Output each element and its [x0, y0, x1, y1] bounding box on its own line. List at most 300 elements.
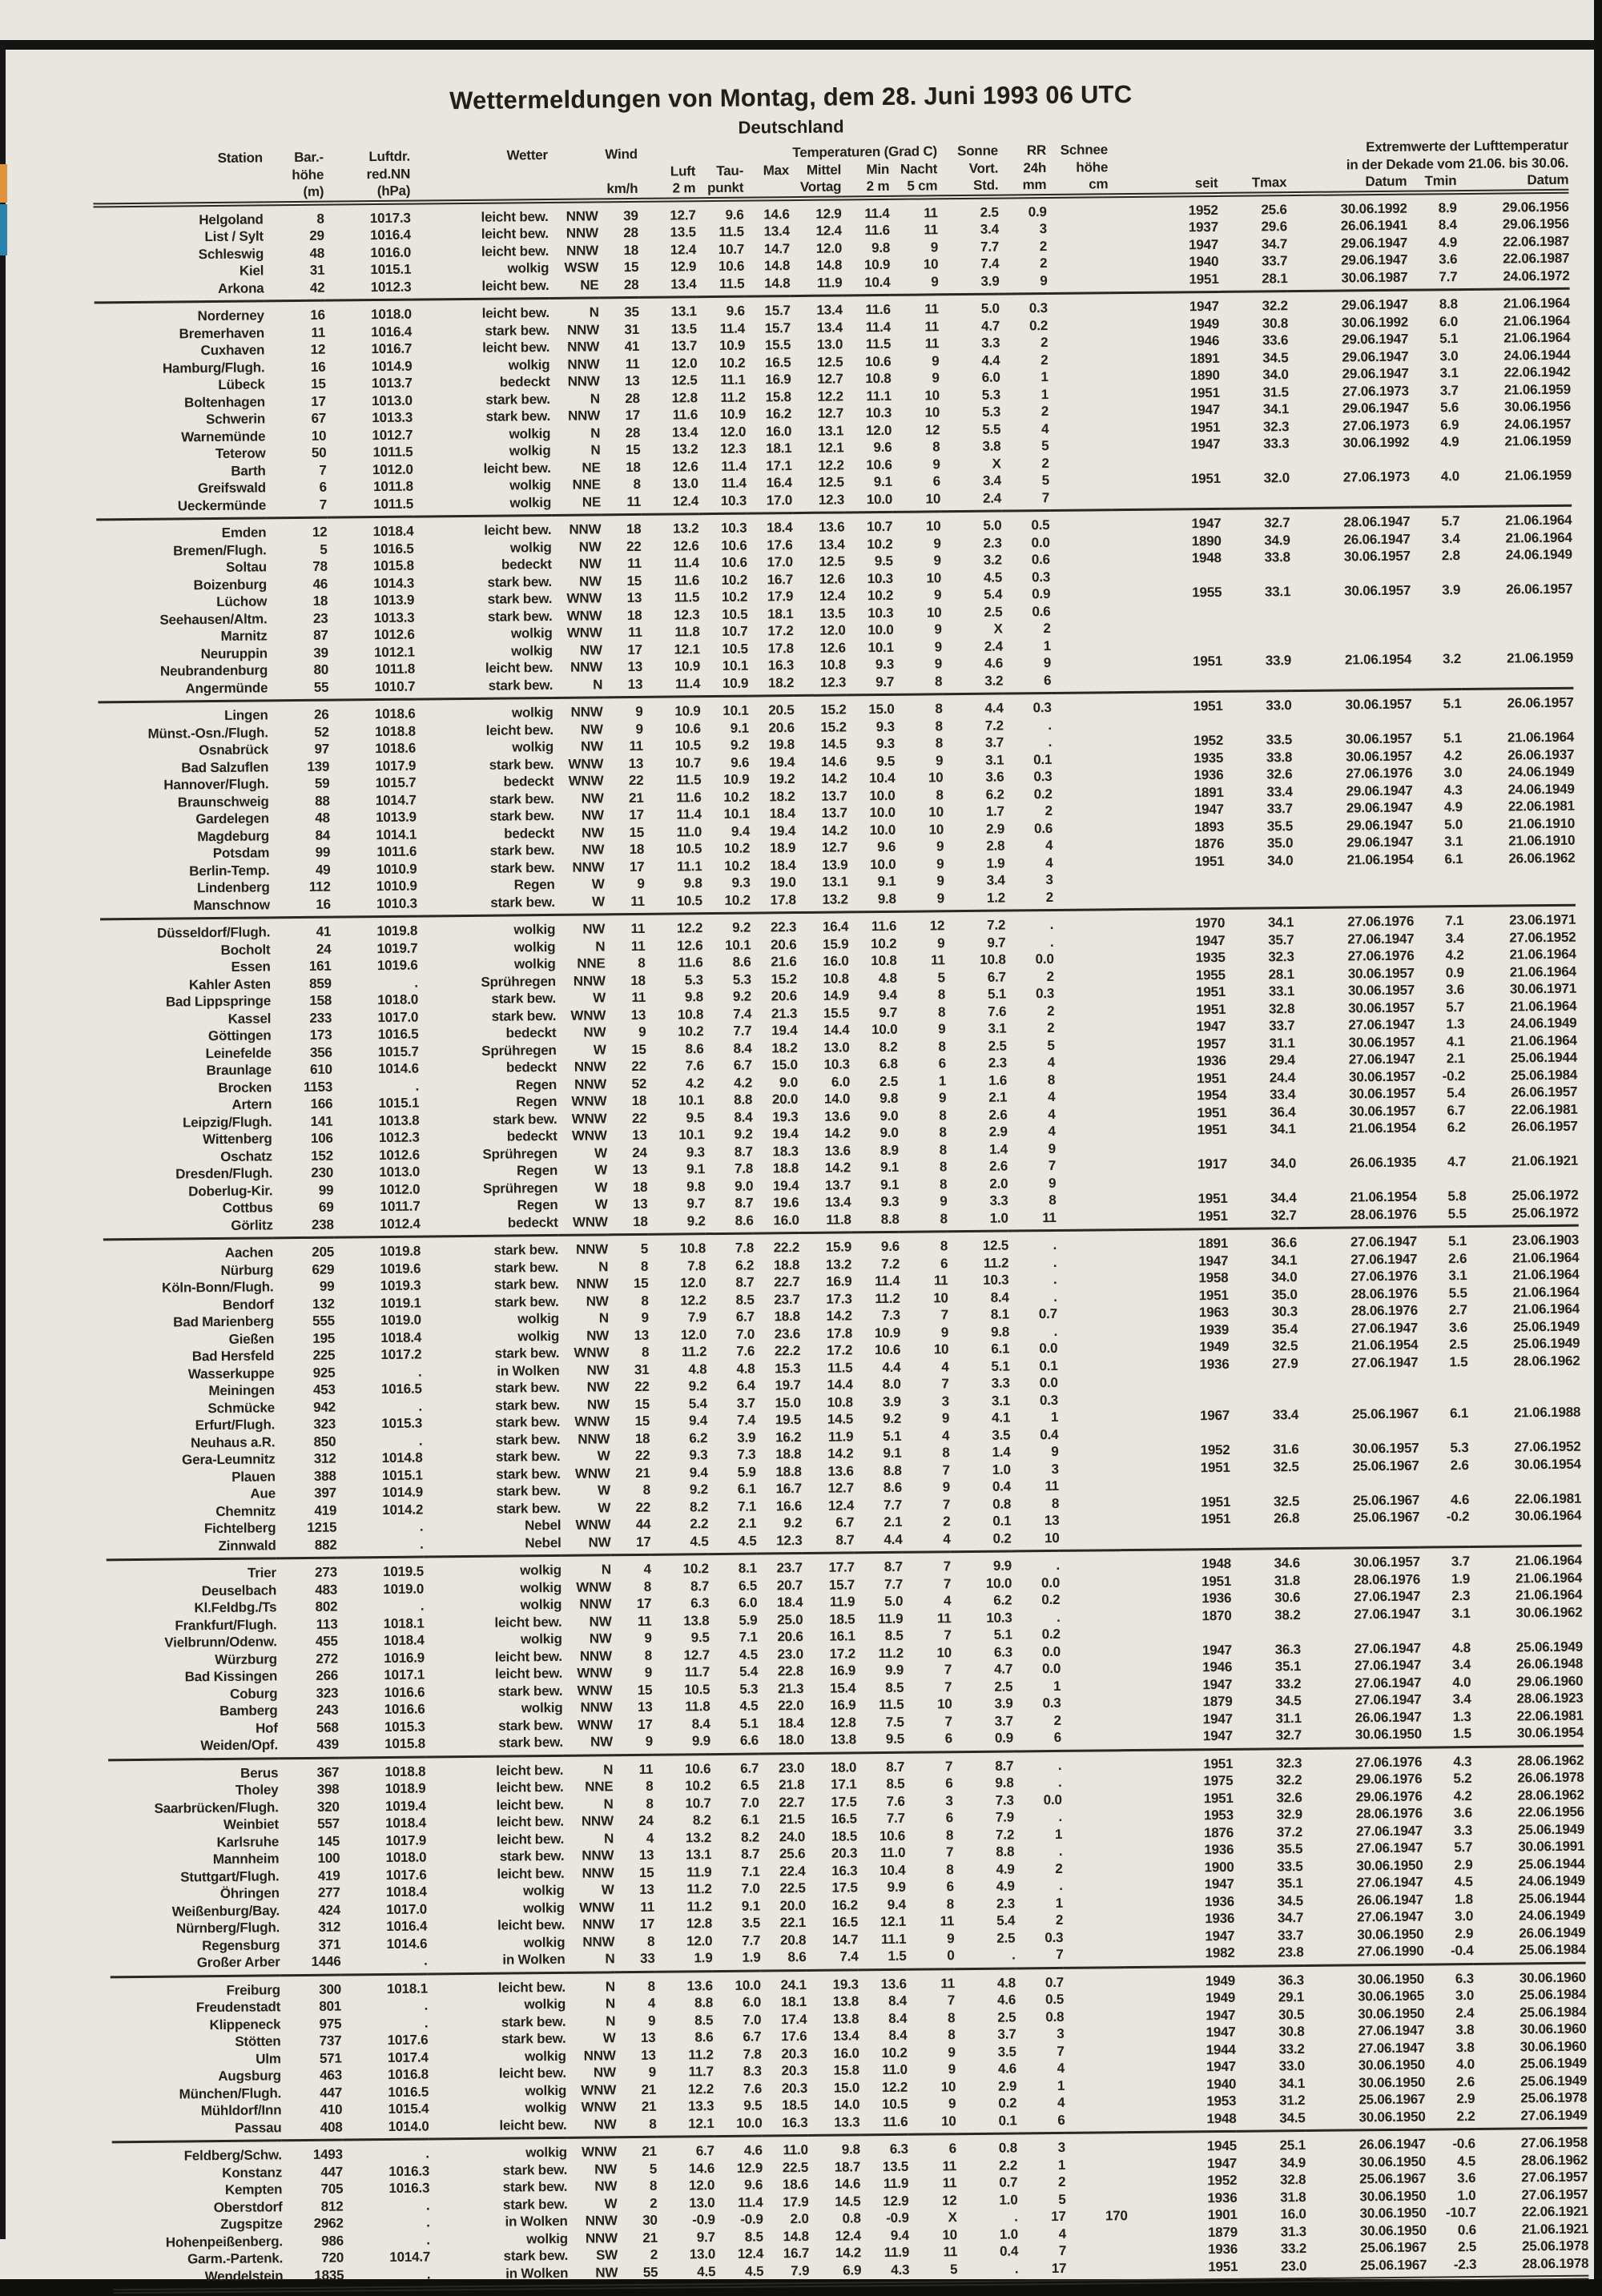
cell-dewpoint: 6.4 [736, 1377, 755, 1393]
cell-wind-dir: N [605, 1951, 615, 1967]
cell-tmax-date: 30.06.1957 [1349, 1103, 1416, 1119]
unit-tmin-datum: Datum [1527, 171, 1569, 188]
cell-max-prev: 18.0 [778, 1731, 805, 1748]
cell-tmin-date: 25.06.1984 [1510, 1067, 1578, 1083]
cell-sun-hours: 7.2 [996, 1826, 1015, 1843]
cell-pressure: . [426, 2214, 430, 2230]
cell-rr-24h: 11 [1045, 1478, 1060, 1494]
cell-temp-2m: 11.9 [686, 1864, 712, 1880]
cell-wind-speed: 24 [632, 1144, 647, 1160]
cell-sun-hours: 3.3 [981, 335, 1000, 351]
cell-snow-depth [1050, 568, 1112, 585]
cell-tmin [1411, 668, 1461, 690]
cell-dewpoint: 9.6 [731, 754, 750, 770]
cell-tmax: 32.8 [1279, 2172, 1306, 2188]
cell-wind-speed: 17 [639, 1916, 655, 1932]
cell-weather: stark bew. [487, 590, 553, 607]
cell-weather: bedeckt [503, 773, 554, 790]
cell-night-5cm: 11 [924, 318, 940, 334]
cell-rr-24h: 9 [1048, 1175, 1057, 1191]
cell-dewpoint: 10.3 [721, 520, 747, 536]
cell-rr-24h: . [1059, 1877, 1063, 1893]
cell-altitude: 323 [316, 1685, 339, 1701]
cell-mean: 9.8 [841, 2141, 860, 2157]
cell-tmin-date: 30.06.1960 [1519, 1969, 1587, 1985]
cell-weather: wolkig [523, 1934, 566, 1950]
cell-tmax-date: 27.06.1947 [1354, 1606, 1421, 1622]
cell-wind-dir: WNW [581, 2081, 617, 2098]
cell-wind-speed: 8 [646, 1778, 654, 1794]
cell-station: Köln-Bonn/Flugh. [162, 1279, 274, 1296]
cell-night-5cm: 11 [940, 1975, 956, 1991]
cell-night-5cm: 7 [944, 1662, 952, 1678]
cell-tmax: 29.1 [1278, 1989, 1305, 2005]
cell-mean: 11.9 [829, 1594, 855, 1610]
cell-dewpoint: 1.9 [742, 1949, 761, 1965]
cell-tmax: 34.7 [1277, 1910, 1304, 1926]
cell-max-prev: 16.0 [765, 423, 792, 439]
cell-mean: 15.9 [825, 1239, 852, 1255]
cell-tmax: 35.5 [1276, 1841, 1303, 1857]
cell-tmax-date: 27.06.1976 [1347, 913, 1415, 930]
cell-max-prev: 18.8 [773, 1257, 800, 1273]
cell-mean: 15.2 [820, 702, 847, 718]
cell-tmax: 34.5 [1277, 1892, 1304, 1908]
cell-dewpoint: 8.3 [743, 2063, 762, 2079]
cell-station: Bremerhaven [179, 324, 265, 341]
cell-record-since: 1951 [1197, 1104, 1227, 1120]
cell-sun-hours: 1.0 [999, 2226, 1019, 2242]
cell-snow-depth [1061, 1659, 1122, 1677]
cell-max-prev: 24.0 [779, 1828, 806, 1844]
cell-min-2m: 11.5 [879, 1696, 904, 1713]
cell-dewpoint: 10.1 [723, 806, 750, 822]
cell-night-5cm: 8 [935, 701, 943, 717]
cell-station: Hannover/Flugh. [163, 776, 269, 793]
cell-tmin-date: 21.06.1964 [1512, 1284, 1580, 1300]
cell-wind-dir: N [603, 1830, 614, 1846]
cell-tmin: 6.7 [1447, 1102, 1466, 1118]
cell-pressure: 1018.8 [384, 1763, 426, 1779]
cell-altitude: 15 [311, 376, 326, 392]
station-block [96, 505, 1573, 702]
cell-weather: wolkig [517, 1310, 559, 1327]
cell-station: Bad Hersfeld [191, 1348, 275, 1365]
cell-mean: 11.8 [826, 1211, 851, 1228]
cell-weather: stark bew. [493, 1259, 559, 1276]
cell-tmin: 3.8 [1455, 2039, 1475, 2055]
cell-tmin-date [1468, 1421, 1580, 1439]
cell-tmin-date: 24.06.1949 [1507, 781, 1575, 798]
cell-wind-dir: NNW [567, 356, 600, 372]
cell-tmin-date: 22.06.1981 [1507, 798, 1575, 814]
cell-dewpoint: 10.0 [735, 1977, 761, 1993]
cell-tmax: 31.1 [1275, 1710, 1302, 1726]
cell-weather: stark bew. [493, 1276, 559, 1293]
cell-tmax-date: 27.06.1976 [1355, 1754, 1423, 1770]
cell-pressure: 1019.0 [383, 1581, 425, 1597]
station-block [98, 688, 1576, 919]
cell-tmin-date: 22.06.1987 [1502, 233, 1570, 250]
cell-station: Meiningen [208, 1382, 275, 1399]
cell-night-5cm: 10 [928, 804, 944, 820]
cell-wind-dir: NNW [569, 521, 602, 537]
cell-wind-speed: 13 [634, 1327, 650, 1343]
cell-snow-depth [1063, 1928, 1125, 1946]
cell-sun-hours: 2.6 [989, 1158, 1008, 1174]
cell-record-since: 1936 [1196, 1052, 1226, 1069]
cell-tmax [1225, 887, 1294, 909]
cell-pressure: 1016.8 [388, 2066, 429, 2083]
cell-tmax-date: 28.06.1976 [1355, 1805, 1423, 1822]
cell-tmax-date [1294, 885, 1414, 907]
cell-station: Hohenpeißenberg. [165, 2233, 284, 2250]
cell-rr-24h: 2 [1053, 1712, 1061, 1728]
cell-snow-depth [1061, 1625, 1122, 1643]
cell-record-since: 1947 [1204, 1876, 1234, 1892]
cell-min-2m: 10.4 [879, 1862, 906, 1878]
cell-sun-hours: 8.7 [995, 1757, 1014, 1774]
cell-tmin-date: 27.06.1958 [1520, 2134, 1588, 2151]
cell-tmax: 36.4 [1270, 1104, 1296, 1120]
cell-snow-depth [1057, 1357, 1119, 1374]
cell-wind-dir: NNW [566, 242, 599, 259]
cell-dewpoint: 3.9 [737, 1429, 756, 1446]
cell-dewpoint: 6.7 [743, 2029, 762, 2045]
cell-temp-2m: 9.7 [696, 2229, 715, 2245]
cell-wind-speed: 15 [634, 1396, 650, 1412]
cell-tmin-date: 26.06.1937 [1507, 746, 1575, 763]
cell-pressure: 1018.6 [374, 706, 416, 722]
cell-rr-24h: 0.2 [1041, 1591, 1061, 1608]
cell-max-prev: 12.3 [776, 1532, 803, 1548]
cell-altitude: 1493 [312, 2146, 343, 2162]
cell-station: Brocken [218, 1079, 272, 1096]
cell-tmax: 30.8 [1262, 315, 1289, 331]
cell-snow-depth [1065, 2077, 1126, 2094]
cell-dewpoint: 8.7 [735, 1195, 754, 1211]
cell-pressure: 1012.6 [373, 626, 415, 643]
cell-sun-hours: 7.2 [987, 917, 1006, 933]
cell-sun-hours: 4.9 [996, 1878, 1015, 1894]
cell-max-prev: 22.0 [778, 1697, 804, 1714]
cell-sun-hours: 0.8 [998, 2140, 1018, 2156]
cell-mean: 14.5 [827, 1411, 854, 1427]
cell-night-5cm: 12 [929, 918, 945, 934]
cell-weather: wolkig [509, 425, 551, 441]
cell-wind-speed: 8 [649, 2177, 658, 2193]
cell-pressure: 1016.5 [372, 541, 414, 557]
cell-pressure: 1018.4 [383, 1632, 425, 1649]
cell-temp-2m: 13.0 [689, 2246, 716, 2262]
cell-tmin-date: 25.06.1978 [1521, 2238, 1589, 2254]
cell-mean: 13.5 [819, 605, 846, 621]
cell-sun-hours: 2.5 [996, 1929, 1016, 1946]
cell-tmin-date: 22.06.1956 [1517, 1803, 1585, 1820]
cell-temp-2m: 11.8 [685, 1699, 710, 1715]
cell-record-since: 1936 [1199, 1356, 1230, 1372]
cell-station: Schmücke [207, 1399, 276, 1416]
cell-night-5cm: X [948, 2210, 957, 2226]
cell-min-2m: 10.2 [867, 536, 893, 552]
cell-tmin-date [1463, 883, 1576, 906]
cell-snow-depth [1064, 2008, 1125, 2025]
cell-mean: 13.7 [821, 805, 847, 821]
cell-sun-hours: 2.5 [980, 204, 999, 220]
cell-rr-24h: 2 [1057, 2173, 1066, 2189]
cell-station: Göttingen [207, 1027, 272, 1044]
cell-sun-hours: 5.1 [991, 1358, 1010, 1374]
cell-sun-hours: 2.9 [998, 2077, 1017, 2094]
cell-wind-speed: 18 [629, 841, 645, 858]
cell-night-5cm: 9 [934, 621, 942, 637]
cell-dewpoint: 6.0 [742, 1994, 762, 2010]
cell-tmin: 3.0 [1443, 765, 1463, 781]
cell-wind-speed: 18 [623, 242, 639, 258]
cell-min-2m: 11.0 [879, 1844, 906, 1861]
cell-station: Nürburg [220, 1261, 274, 1278]
cell-tmax-date: 30.06.1950 [1358, 2074, 1426, 2090]
cell-record-since: 1936 [1202, 1590, 1232, 1606]
cell-max-prev: 20.6 [771, 988, 798, 1004]
cell-station: Oschatz [220, 1148, 272, 1164]
cell-tmin-date [1460, 597, 1572, 616]
cell-tmin-date: 21.06.1964 [1505, 512, 1572, 529]
cell-weather: stark bew. [489, 756, 554, 773]
cell-weather: Sprühregen [481, 1042, 557, 1059]
cell-dewpoint: 9.6 [744, 2177, 763, 2193]
cell-sun-hours: 1.7 [985, 803, 1004, 819]
cell-temp-2m: 13.2 [673, 521, 699, 537]
cell-snow-depth [1056, 1156, 1117, 1174]
cell-night-5cm: 9 [932, 456, 940, 472]
cell-rr-24h: 8 [1051, 1495, 1060, 1511]
cell-record-since [1113, 635, 1222, 653]
cell-wind-speed: 2 [650, 2246, 658, 2262]
cell-station: Coburg [230, 1685, 278, 1702]
cell-max-prev: 19.4 [771, 1023, 798, 1039]
cell-dewpoint: 7.7 [742, 1932, 761, 1948]
cell-station: Ulm [256, 2050, 281, 2067]
cell-sun-hours: 0.2 [998, 2095, 1017, 2111]
cell-pressure: 1019.1 [380, 1295, 421, 1311]
cell-altitude: 555 [312, 1313, 335, 1329]
cell-tmax-date [1291, 668, 1411, 690]
cell-tmax: 32.3 [1268, 949, 1294, 965]
cell-rr-24h: 0.3 [1028, 300, 1048, 316]
cell-tmin-date: 21.06.1959 [1506, 649, 1574, 666]
cell-station: Öhringen [219, 1885, 280, 1902]
cell-snow-depth [1052, 750, 1113, 768]
cell-station: Leinefelde [205, 1044, 272, 1061]
station-block [100, 905, 1579, 1240]
cell-record-since: 1953 [1203, 1807, 1234, 1824]
cell-temp-2m: 10.8 [679, 1240, 706, 1257]
cell-tmin-date: 24.06.1944 [1503, 347, 1571, 364]
cell-tmax: 33.7 [1266, 801, 1293, 817]
cell-tmin: 5.3 [1450, 1440, 1469, 1456]
cell-record-since: 1975 [1203, 1772, 1234, 1789]
cell-tmin-date: 21.06.1964 [1512, 1301, 1580, 1317]
cell-mean: 13.3 [834, 2113, 860, 2130]
cell-weather: stark bew. [495, 1448, 561, 1465]
cell-record-since: 1947 [1190, 436, 1221, 452]
cell-tmin: 3.8 [1455, 2021, 1475, 2038]
cell-weather: stark bew. [495, 1397, 560, 1413]
cell-tmin-date: 22.06.1981 [1511, 1101, 1578, 1117]
cell-night-5cm: 9 [936, 890, 945, 906]
cell-sun-hours: 10.8 [980, 951, 1006, 967]
cell-max-prev: 20.8 [779, 1932, 807, 1948]
cell-tmax-date: 28.06.1947 [1343, 513, 1411, 530]
cell-mean: 14.4 [823, 1022, 850, 1038]
cell-max-prev: 24.1 [780, 1976, 807, 1992]
cell-station: Wittenberg [202, 1131, 272, 1148]
cell-station: Gardelegen [195, 810, 269, 827]
cell-night-5cm: 7 [943, 1558, 952, 1574]
cell-record-since: 1951 [1203, 1790, 1234, 1806]
cell-altitude: 112 [308, 879, 331, 895]
cell-tmax: 35.1 [1274, 1659, 1302, 1675]
cell-sun-hours: 3.4 [982, 472, 1002, 489]
cell-record-since: 1947 [1196, 1018, 1226, 1035]
cell-wind-speed: 4 [643, 1561, 651, 1577]
cell-temp-2m: 10.1 [678, 1092, 705, 1108]
cell-min-2m: 8.6 [883, 1479, 903, 1496]
cell-night-5cm: 4 [943, 1593, 952, 1609]
cell-dewpoint: 12.9 [736, 2160, 763, 2176]
cell-record-since: 1955 [1195, 967, 1226, 983]
cell-sun-hours: 4.7 [980, 318, 1000, 334]
cell-weather: wolkig [509, 442, 551, 459]
cell-rr-24h: 6 [1053, 1729, 1062, 1746]
cell-tmin-date: 30.06.1956 [1503, 398, 1572, 415]
cell-wind-dir: NNE [577, 955, 606, 971]
cell-rr-24h: 5 [1041, 472, 1050, 489]
cell-wind-speed: 8 [646, 1933, 655, 1949]
subheader-hoehe: höhe [292, 167, 324, 183]
cell-tmin-date: 21.06.1964 [1503, 329, 1571, 346]
cell-min-2m: 11.5 [865, 336, 892, 352]
cell-wind-speed: 13 [628, 755, 644, 771]
cell-altitude: 78 [312, 558, 328, 574]
cell-snow-depth [1052, 716, 1113, 734]
cell-tmax [1232, 1623, 1301, 1641]
cell-pressure: . [414, 975, 418, 991]
cell-wind-dir: WNW [574, 1465, 610, 1482]
cell-sun-hours: X [992, 456, 1001, 472]
cell-tmin: 3.2 [1442, 651, 1462, 667]
cell-dewpoint: 7.3 [737, 1446, 756, 1462]
cell-tmax [1222, 635, 1291, 653]
cell-pressure: 1012.3 [378, 1129, 420, 1146]
cell-rr-24h: 0.3 [1042, 1695, 1061, 1711]
cell-tmax-date: 21.06.1954 [1344, 651, 1412, 668]
cell-snow-depth [1062, 1860, 1124, 1877]
cell-mean: 6.0 [831, 1073, 851, 1090]
cell-tmin: 2.1 [1446, 1051, 1465, 1067]
cell-rr-24h: 7 [1041, 489, 1050, 505]
cell-station: Frankfurt/Flugh. [175, 1616, 277, 1634]
cell-altitude: 312 [313, 1450, 336, 1466]
cell-tmax: 33.9 [1265, 653, 1292, 669]
cell-tmin: 2.8 [1441, 548, 1460, 564]
cell-tmin: 3.6 [1439, 251, 1458, 267]
cell-temp-2m: 8.8 [694, 1995, 714, 2011]
cell-weather: bedeckt [505, 1059, 557, 1076]
cell-weather: wolkig [509, 476, 551, 493]
cell-station: Zinnwald [218, 1537, 276, 1554]
cell-station: Teterow [215, 445, 266, 461]
cell-tmax-date: 30.06.1957 [1353, 1554, 1421, 1570]
cell-tmin: 1.5 [1449, 1353, 1468, 1369]
cell-altitude: 300 [319, 1981, 341, 1997]
subheader-mittel: Mittel [806, 161, 842, 178]
cell-altitude: 55 [313, 679, 329, 695]
cell-wind-speed: 9 [644, 1630, 652, 1646]
cell-rr-24h: 1 [1050, 1409, 1059, 1425]
cell-tmax: 33.3 [1263, 436, 1290, 452]
cell-mean: 20.3 [831, 1845, 858, 1861]
cell-max-prev: 19.6 [773, 1195, 799, 1211]
cell-record-since: 1876 [1204, 1824, 1234, 1840]
cell-pressure: 1016.6 [384, 1684, 425, 1700]
station-block [112, 2128, 1589, 2291]
cell-max-prev: 16.7 [775, 1481, 803, 1497]
cell-tmax: 32.0 [1263, 470, 1290, 486]
cell-wind-speed: 9 [637, 875, 645, 891]
cell-tmin: 2.4 [1455, 2004, 1475, 2021]
cell-wind-dir: NE [582, 459, 601, 476]
cell-snow-depth [1050, 585, 1112, 602]
cell-min-2m: 10.2 [881, 2045, 908, 2061]
cell-rr-24h: . [1053, 1271, 1057, 1287]
cell-record-since: 1947 [1202, 1676, 1233, 1692]
cell-min-2m: 11.9 [884, 2244, 910, 2261]
cell-sun-hours: 5.1 [993, 1627, 1012, 1643]
cell-sun-hours: 3.2 [983, 552, 1002, 568]
cell-snow-depth [1057, 1288, 1119, 1305]
cell-sun-hours: 3.9 [980, 273, 1000, 289]
cell-mean: 14.2 [826, 1308, 852, 1324]
cell-mean: 15.7 [828, 1576, 855, 1593]
cell-max-prev: 15.7 [764, 303, 791, 319]
cell-tmax-date: 27.06.1947 [1348, 1051, 1415, 1068]
cell-pressure: 1013.0 [379, 1164, 421, 1180]
cell-tmax: 16.0 [1280, 2206, 1306, 2222]
cell-tmax: 33.5 [1277, 1858, 1303, 1874]
cell-dewpoint: 9.6 [726, 303, 745, 319]
cell-pressure: 1016.5 [388, 2084, 429, 2100]
cell-station: Arkona [218, 279, 264, 296]
cell-snow-depth [1064, 2025, 1125, 2042]
cell-record-since [1113, 618, 1222, 637]
cell-sun-hours: 6.2 [985, 786, 1004, 802]
cell-temp-2m: 12.3 [674, 606, 700, 622]
cell-weather: leicht bew. [496, 1779, 564, 1795]
cell-mean: 18.7 [834, 2158, 861, 2175]
cell-weather: leicht bew. [497, 1865, 565, 1882]
cell-wind-dir: WNW [568, 773, 604, 789]
cell-record-since: 1947 [1206, 2155, 1238, 2171]
cell-tmax-date: 30.06.1957 [1345, 696, 1412, 713]
cell-tmax: 31.3 [1280, 2223, 1307, 2239]
cell-tmin: 5.1 [1439, 331, 1459, 347]
cell-mean: 18.5 [829, 1610, 855, 1627]
cell-tmax: 34.1 [1267, 915, 1294, 931]
cell-sun-hours: 1.2 [986, 890, 1006, 906]
station-block [107, 1546, 1584, 1759]
